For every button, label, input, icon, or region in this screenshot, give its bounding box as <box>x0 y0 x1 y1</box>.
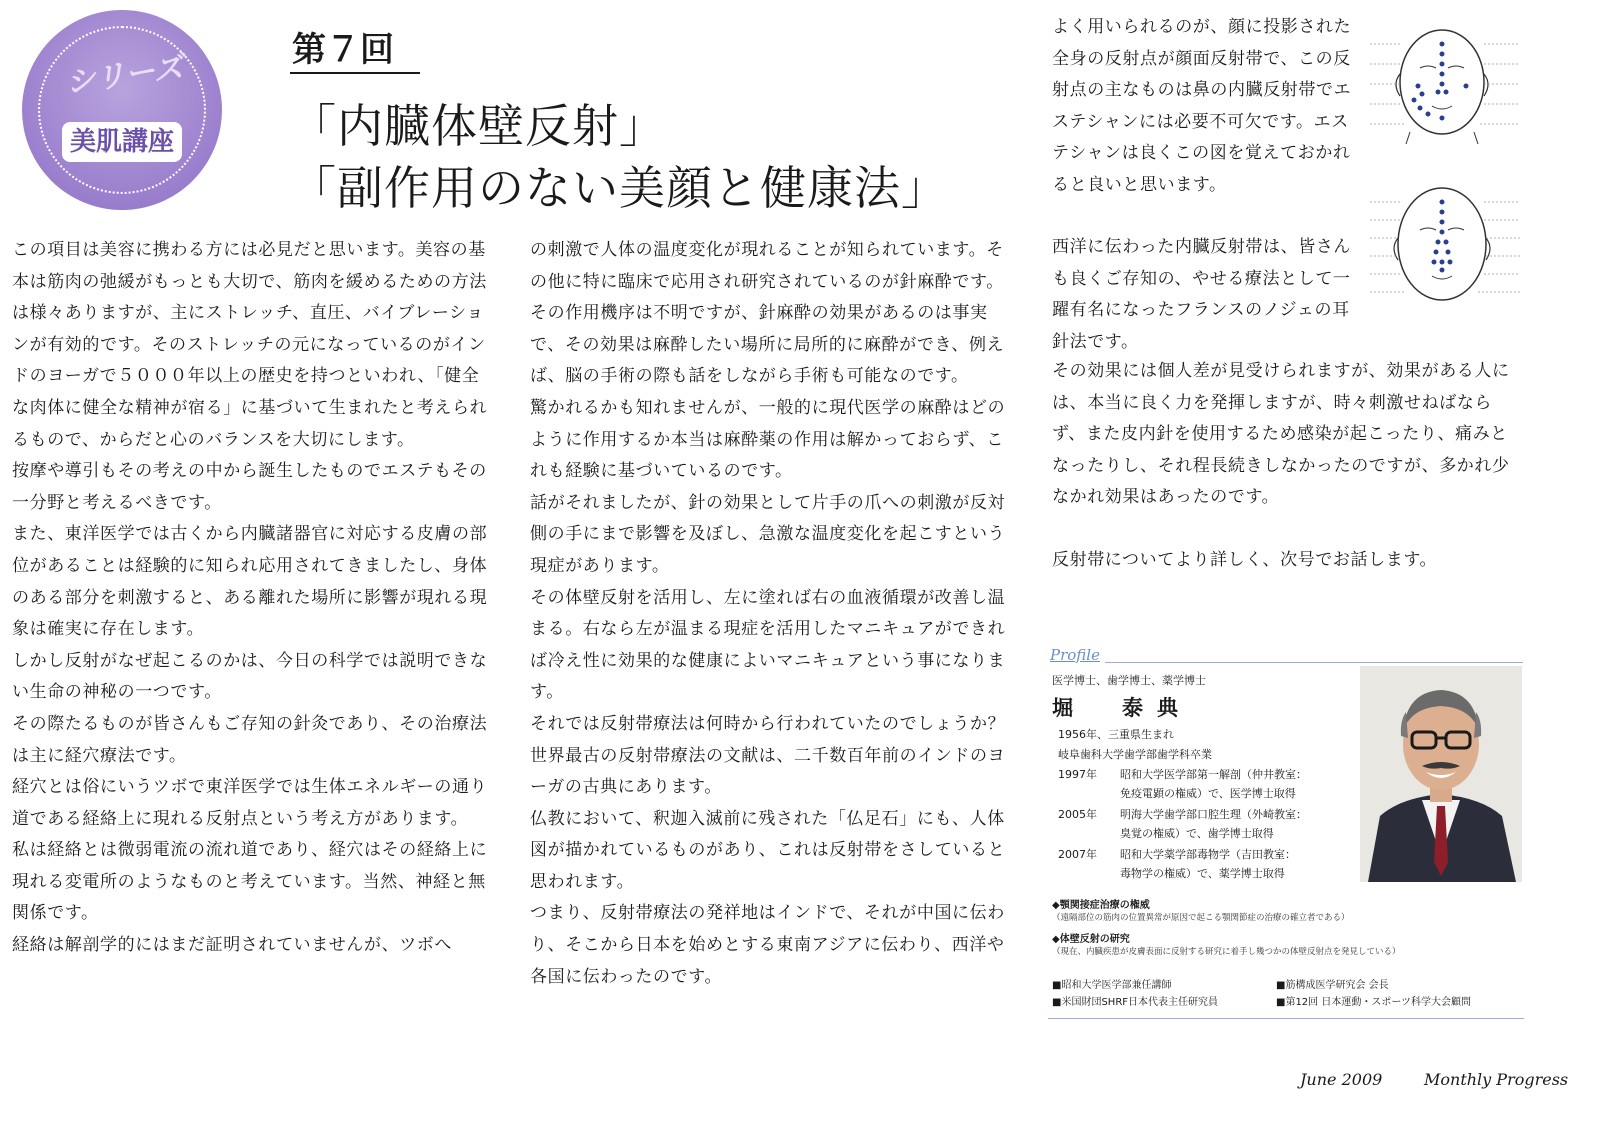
paragraph: しかし反射がなぜ起こるのかは、今日の科学では説明できない生命の神秘の一つです。 <box>12 650 488 703</box>
specialty-title: ◆顎関接症治療の権威 <box>1052 900 1150 911</box>
profile-bottom-divider <box>1048 1018 1524 1019</box>
article-title-line1: 「内臓体壁反射」 <box>290 99 666 153</box>
history-text: 昭和大学医学部第一解剖（仲井教室： <box>1120 768 1307 781</box>
paragraph: 経穴とは俗にいうツボで東洋医学では生体エネルギーの通り道である経絡上に現れる反射点という考え方があります。 <box>12 777 488 829</box>
history-year: 1997年 <box>1058 768 1097 781</box>
face-reflex-diagram-nose <box>1370 172 1530 322</box>
badge-series-label: シリーズ <box>63 49 186 102</box>
paragraph: 仏教において、釈迦入滅前に残された「仏足石」にも、人体図が描かれているものがあり、これは反射帯をさしていると思われます。 <box>530 808 1006 892</box>
role-item: ■筋構成医学研究会 会長 <box>1276 980 1389 991</box>
history-text-cont: 免疫電顕の権威）で、医学博士取得 <box>1120 787 1296 800</box>
paragraph: 経絡は解剖学的にはまだ証明されていませんが、ツボへ <box>12 935 452 956</box>
next-issue-note: 反射帯についてより詳しく、次号でお話します。 <box>1052 550 1438 570</box>
profile-label: Profile <box>1050 646 1100 664</box>
article-title-line2: 「副作用のない美顔と健康法」 <box>290 161 948 215</box>
profile-history-item <box>1058 846 1296 862</box>
history-text: 明海大学歯学部口腔生理（外崎教室： <box>1120 808 1307 821</box>
episode-number: 第７回 <box>292 30 394 70</box>
paragraph: それでは反射帯療法は何時から行われていたのでしょうか？世界最古の反射帯療法の文献は、二千数百年前のインドのヨーガの古典にあります。 <box>530 713 1006 798</box>
paragraph: この項目は美容に携わる方には必見だと思います。美容の基本は筋肉の弛緩がもっとも大切で、筋肉を緩めるための方法は様々ありますが、主にストレッチ、直圧、バイブレーションが有効的です。そのストレッチの元になっているのがインドのヨーガで５０００年以上の歴史を持つといわれ、「健全な肉体に健全な精神が宿る」に基づいて生まれたと考えられるもので、からだと心のバランスを大切にします。 <box>12 240 488 450</box>
body-column-3-mid: 西洋に伝わった内臓反射帯は、皆さんも良くご存知の、やせる療法として一躍有名になったフランスのノジェの耳針法です。 <box>1052 237 1352 352</box>
body-column-1 <box>12 235 490 962</box>
author-photo <box>1360 666 1522 882</box>
paragraph: 驚かれるかも知れませんが、一般的に現代医学の麻酔はどのように作用するか本当は麻酔薬の作用は解かっておらず、これも経験に基づいているのです。 <box>530 397 1006 482</box>
paragraph: 話がそれましたが、針の効果として片手の爪への刺激が反対側の手にまで影響を及ぼし、急激な温度変化を起こすという現症があります。 <box>530 492 1006 576</box>
profile-degrees: 医学博士、歯学博士、薬学博士 <box>1052 674 1206 687</box>
body-column-2 <box>530 235 1006 993</box>
paragraph: その体壁反射を活用し、左に塗れば右の血液循環が改善し温まる。右なら左が温まる現症を活用したマニキュアができれば冷え性に効果的な健康によいマニキュアという事になります。 <box>530 587 1006 703</box>
profile-name: 堀 泰典 <box>1052 695 1192 720</box>
paragraph: 按摩や導引もその考えの中から誕生したものでエステもその一分野と考えるべきです。 <box>12 461 487 513</box>
specialty-desc: （現在、内臓疾患が皮膚表面に反射する研究に着手し幾つかの体壁反射点を発見している） <box>1052 947 1401 957</box>
paragraph: その際たるものが皆さんもご存知の針灸であり、その治療法は主に経穴療法です。 <box>12 713 488 766</box>
role-item: ■第12回 日本運動・スポーツ科学大会顧問 <box>1276 997 1471 1008</box>
paragraph: 私は経絡とは微弱電流の流れ道であり、経穴はその経絡上に現れる変電所のようなものと考えています。当然、神経と無関係です。 <box>12 840 488 924</box>
history-text-cont: 毒物学の権威）で、薬学博士取得 <box>1120 867 1285 880</box>
episode-underline <box>290 72 420 74</box>
role-item: ■米国財団SHRF日本代表主任研究員 <box>1052 997 1219 1008</box>
paragraph: また、東洋医学では古くから内臓諸器官に対応する皮膚の部位があることは経験的に知られ応用されてきましたし、身体のある部分を刺激すると、ある離れた場所に影響が現れる現象は確実に存在します。 <box>12 524 488 640</box>
profile-birth: 1956年、三重県生まれ <box>1058 728 1174 741</box>
face-reflex-diagram-front <box>1370 14 1530 144</box>
series-badge <box>22 10 222 210</box>
author-portrait-illustration <box>1360 666 1522 882</box>
profile-history-item <box>1058 806 1307 822</box>
profile-education: 岐阜歯科大学歯学部歯学科卒業 <box>1058 748 1212 761</box>
profile-history-item <box>1058 766 1307 782</box>
profile-divider <box>1105 662 1523 663</box>
specialty-desc: （遠隔部位の筋肉の位置異常が原因で起こる顎関節症の治療の確立者である） <box>1052 913 1350 923</box>
role-item: ■昭和大学医学部兼任講師 <box>1052 980 1172 991</box>
paragraph: の刺激で人体の温度変化が現れることが知られています。その他に特に臨床で応用され研究されているのが針麻酔です。その作用機序は不明ですが、針麻酔の効果があるのは事実で、その効果は麻酔したい場所に局所的に麻酔ができ、例えば、脳の手術の際も話をしながら手術も可能なのです。 <box>530 240 1005 387</box>
history-text-cont: 臭覚の権威）で、歯学博士取得 <box>1120 827 1274 840</box>
body-column-3-top: よく用いられるのが、顔に投影された全身の反射点が顔面反射帯で、この反射点の主なものは鼻の内臓反射帯でエステシャンには必要不可欠です。エステシャンは良くこの図を覚えておかれると良いと思います。 <box>1052 17 1352 195</box>
history-year: 2007年 <box>1058 848 1097 861</box>
badge-title: 美肌講座 <box>62 122 182 162</box>
body-column-3-long: その効果には個人差が見受けられますが、効果がある人には、本当に良く力を発揮しますが、時々刺激せねばならず、また皮内針を使用するため感染が起こったり、痛みとなったりし、それ程長続きしなかったのですが、多かれ少なかれ効果はあったのです。 <box>1052 361 1510 508</box>
history-year: 2005年 <box>1058 808 1097 821</box>
magazine-name: Monthly Progress <box>1424 1070 1569 1089</box>
paragraph: つまり、反射帯療法の発祥地はインドで、それが中国に伝わり、そこから日本を始めとする東南アジアに伝わり、西洋や各国に伝わったのです。 <box>530 903 1005 987</box>
issue-date: June 2009 <box>1300 1070 1383 1089</box>
specialty-title: ◆体壁反射の研究 <box>1052 934 1130 945</box>
history-text: 昭和大学薬学部毒物学（吉田教室： <box>1120 848 1296 861</box>
